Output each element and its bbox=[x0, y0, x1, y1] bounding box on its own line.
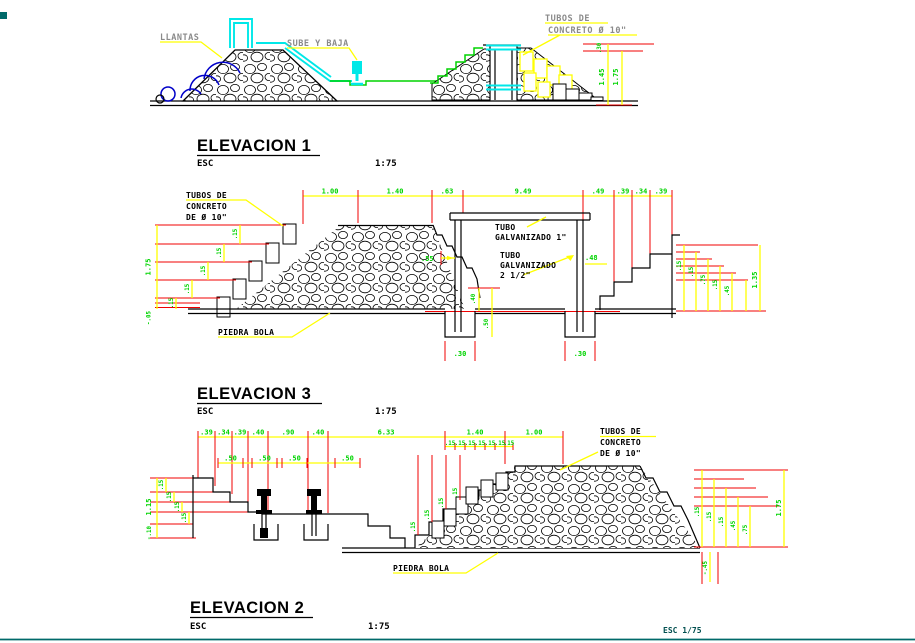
dim-text: 1.15 bbox=[145, 498, 153, 516]
scale-value: 1:75 bbox=[368, 622, 390, 632]
dim-text: 6.33 bbox=[377, 428, 395, 437]
ground-surface-green bbox=[330, 81, 447, 85]
elevation1-view bbox=[150, 14, 654, 169]
view-title: ELEVACION 3 bbox=[197, 385, 312, 403]
dim-text: .15 bbox=[175, 501, 181, 513]
dim-text: 1.40 bbox=[386, 187, 404, 196]
stone-mound bbox=[411, 455, 700, 548]
dim-text: 1.00 bbox=[525, 428, 543, 437]
dim-text: 9.49 bbox=[514, 187, 532, 196]
dim-text: .15 bbox=[159, 479, 165, 491]
spring-rider bbox=[351, 61, 363, 84]
dim-text: .30 bbox=[453, 350, 467, 358]
view-title: ELEVACION 1 bbox=[197, 137, 312, 155]
elev2-titleblock bbox=[190, 599, 390, 632]
dim-text: .15 bbox=[689, 266, 695, 278]
dim-text: .30 bbox=[573, 350, 587, 358]
base-line bbox=[342, 548, 700, 553]
dim-text: .30 bbox=[597, 42, 603, 54]
dim-text: .40 bbox=[251, 428, 265, 437]
dim-text: -.10 bbox=[147, 526, 153, 540]
dim-text: 1.75 bbox=[612, 68, 620, 86]
dim-text: 1.35 bbox=[751, 271, 759, 289]
dim-text: .55 bbox=[421, 255, 434, 263]
label-tubo-galv2-a: TUBO bbox=[500, 251, 521, 260]
dim-text: -.05 bbox=[146, 311, 153, 325]
dim-text: .15 bbox=[444, 441, 456, 447]
dim-text: .45 bbox=[725, 285, 731, 297]
left-dimension-stack bbox=[145, 225, 287, 325]
footings bbox=[445, 311, 595, 337]
left-dimension-stack bbox=[145, 478, 258, 540]
label-tubos-concreto-b: CONCRETO bbox=[186, 202, 227, 211]
dim-text: .15 bbox=[167, 491, 173, 503]
dim-text: .50 bbox=[288, 454, 301, 463]
stepped-mound-right bbox=[430, 45, 603, 101]
dim-text: .15 bbox=[201, 265, 207, 277]
dim-text: .34 bbox=[634, 187, 648, 196]
dim-text: .48 bbox=[585, 254, 598, 262]
esc-label: ESC bbox=[190, 622, 207, 632]
view-title: ELEVACION 2 bbox=[190, 599, 305, 617]
frame-labels bbox=[495, 217, 574, 280]
ground-line bbox=[150, 101, 638, 106]
dim-text: .15 bbox=[719, 516, 725, 528]
dim-text: .15 bbox=[425, 509, 431, 521]
esc-label: ESC bbox=[197, 407, 214, 417]
stairs bbox=[600, 235, 680, 318]
elev3-titleblock bbox=[197, 385, 397, 417]
dim-text: .15 bbox=[713, 279, 719, 291]
right-dimension-stack bbox=[694, 470, 788, 584]
dim-text: .75 bbox=[743, 524, 749, 536]
esc-label: ESC bbox=[197, 159, 214, 169]
label-piedra-bola: PIEDRA BOLA bbox=[218, 328, 275, 337]
label-tubos-concreto-2: CONCRETO Ø 10" bbox=[548, 26, 627, 36]
dim-text: .39 bbox=[616, 187, 630, 196]
border-corner-mark bbox=[0, 12, 7, 19]
dim-text: .15 bbox=[453, 487, 459, 499]
dim-text: 1.75 bbox=[775, 499, 783, 517]
dim-text: .40 bbox=[471, 293, 477, 305]
dim-text: .15 bbox=[169, 297, 175, 309]
dim-text: .15 bbox=[182, 512, 188, 524]
dim-text: 1.00 bbox=[321, 187, 339, 196]
sheet-scale-note: ESC 1/75 bbox=[663, 626, 702, 635]
steps-width-row bbox=[445, 441, 515, 450]
elevation3-view bbox=[145, 188, 767, 418]
label-tubos-concreto-1: TUBOS DE bbox=[545, 14, 590, 24]
dim-text: 1.45 bbox=[598, 68, 606, 86]
dim-text: .15 bbox=[464, 441, 476, 447]
dim-text: .15 bbox=[411, 521, 417, 533]
dim-text: .50 bbox=[224, 454, 237, 463]
dim-text: .15 bbox=[185, 283, 191, 295]
dim-text: .34 bbox=[217, 428, 230, 437]
dim-text: .15 bbox=[503, 441, 515, 447]
dim-text: .15 bbox=[474, 441, 486, 447]
dim-text: .50 bbox=[341, 454, 354, 463]
dim-text: .39 bbox=[654, 187, 668, 196]
label-llantas: LLANTAS bbox=[160, 33, 200, 43]
label-sube-y-baja: SUBE Y BAJA bbox=[287, 39, 349, 49]
dim-text: .45 bbox=[731, 520, 737, 532]
label-tubos-concreto-c: DE Ø 10" bbox=[186, 213, 227, 222]
dim-text: .49 bbox=[591, 187, 605, 196]
dim-text: .40 bbox=[311, 428, 325, 437]
elevation2-view bbox=[145, 427, 788, 632]
dim-text: .50 bbox=[258, 454, 271, 463]
scale-value: 1:75 bbox=[375, 159, 397, 169]
label-tubos-concreto-a: TUBOS DE bbox=[600, 427, 641, 436]
scale-value: 1:75 bbox=[375, 407, 397, 417]
elev1-titleblock bbox=[197, 137, 397, 169]
dim-text: 1.40 bbox=[466, 428, 484, 437]
dim-text: .50 bbox=[484, 318, 490, 330]
label-tubos-concreto-a: TUBOS DE bbox=[186, 191, 227, 200]
label-tubos-concreto-c: DE Ø 10" bbox=[600, 449, 641, 458]
right-dimension-stack bbox=[676, 245, 766, 311]
dim-text: 1.75 bbox=[144, 258, 153, 276]
dim-text: .15 bbox=[677, 260, 683, 272]
dim-text: .39 bbox=[233, 428, 247, 437]
dim-text: .90 bbox=[281, 428, 295, 437]
dim-text: .15 bbox=[484, 441, 496, 447]
label-piedra-bola: PIEDRA BOLA bbox=[393, 564, 450, 573]
dim-text: .63 bbox=[440, 187, 454, 196]
label-tubo-galv1-a: TUBO bbox=[495, 223, 516, 232]
dim-text: .15 bbox=[217, 247, 223, 259]
dim-text: .39 bbox=[200, 428, 213, 437]
dim-text: .15 bbox=[439, 497, 445, 509]
label-tubos-concreto-b: CONCRETO bbox=[600, 438, 641, 447]
dim-text: -.45 bbox=[703, 561, 709, 575]
label-tubo-galv1-b: GALVANIZADO 1" bbox=[495, 233, 567, 242]
dim-text: .15 bbox=[494, 441, 506, 447]
elev1-dimensions bbox=[583, 42, 654, 105]
footing-dimensions bbox=[445, 288, 595, 361]
dim-text: .15 bbox=[707, 511, 713, 523]
label-tubo-galv2-b: GALVANIZADO bbox=[500, 261, 557, 270]
dim-text: .15 bbox=[233, 228, 239, 240]
dim-text: .15 bbox=[454, 441, 466, 447]
label-tubo-galv2-c: 2 1/2" bbox=[500, 271, 531, 280]
dim-text: .15 bbox=[695, 506, 701, 518]
second-dimension-row bbox=[218, 455, 360, 469]
dim-text: .75 bbox=[701, 274, 707, 286]
stone-mound bbox=[217, 224, 480, 317]
